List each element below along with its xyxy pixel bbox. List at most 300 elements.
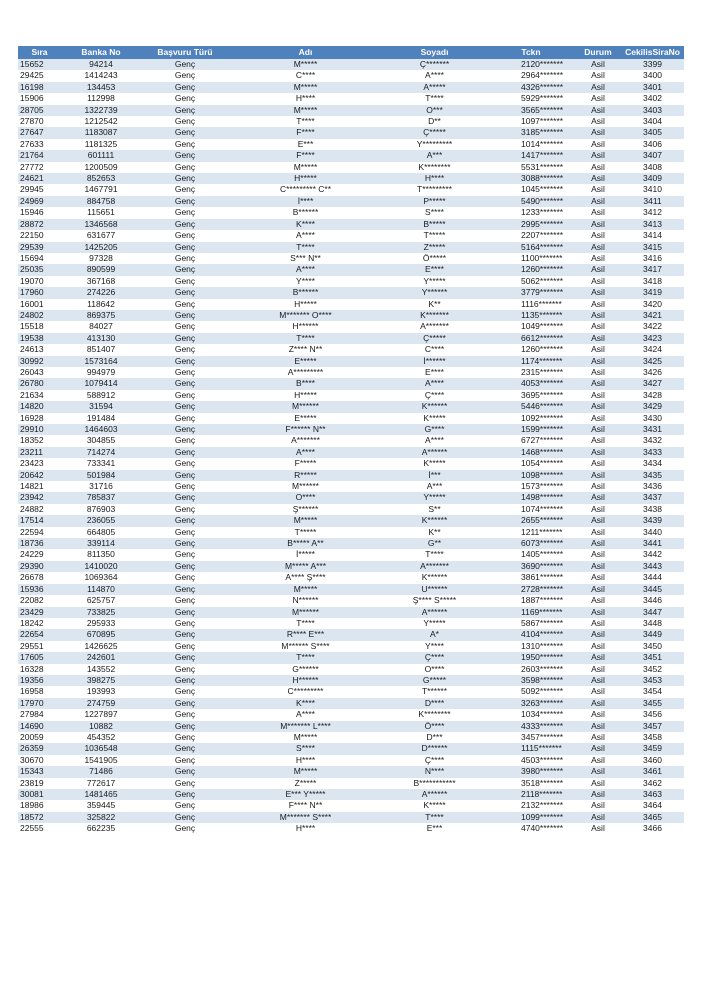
cell-banka-no: 1036548 bbox=[61, 743, 141, 754]
cell-soyadi: B***** bbox=[382, 219, 487, 230]
column-header-durum: Durum bbox=[575, 46, 621, 59]
cell-basvuru-turu: Genç bbox=[141, 435, 229, 446]
cell-banka-no: 631677 bbox=[61, 230, 141, 241]
table-row bbox=[18, 755, 684, 766]
cell-soyadi: Ö**** bbox=[382, 721, 487, 732]
cell-basvuru-turu: Genç bbox=[141, 116, 229, 127]
cell-adi: Y**** bbox=[229, 276, 382, 287]
cell-basvuru-turu: Genç bbox=[141, 367, 229, 378]
cell-basvuru-turu: Genç bbox=[141, 207, 229, 218]
cell-soyadi: K** bbox=[382, 527, 487, 538]
cell-sira: 27647 bbox=[18, 127, 61, 138]
cell-adi: M***** bbox=[229, 584, 382, 595]
cell-soyadi: T********* bbox=[382, 184, 487, 195]
cell-cekilis-sira-no: 3420 bbox=[621, 299, 684, 310]
table-row bbox=[18, 721, 684, 732]
cell-sira: 24802 bbox=[18, 310, 61, 321]
cell-adi: E*** bbox=[229, 139, 382, 150]
cell-tckn: 2964******* bbox=[487, 70, 575, 81]
cell-tckn: 3457******* bbox=[487, 732, 575, 743]
cell-adi: S**** bbox=[229, 743, 382, 754]
cell-tckn: 2315******* bbox=[487, 367, 575, 378]
cell-tckn: 1074******* bbox=[487, 504, 575, 515]
cell-banka-no: 71486 bbox=[61, 766, 141, 777]
cell-durum: Asil bbox=[575, 310, 621, 321]
cell-sira: 23819 bbox=[18, 778, 61, 789]
cell-soyadi: İ*** bbox=[382, 470, 487, 481]
cell-durum: Asil bbox=[575, 629, 621, 640]
cell-tckn: 3861******* bbox=[487, 572, 575, 583]
cell-tckn: 1099******* bbox=[487, 812, 575, 823]
cell-tckn: 1100******* bbox=[487, 253, 575, 264]
cell-durum: Asil bbox=[575, 755, 621, 766]
cell-durum: Asil bbox=[575, 401, 621, 412]
cell-soyadi: K****** bbox=[382, 401, 487, 412]
cell-durum: Asil bbox=[575, 778, 621, 789]
cell-banka-no: 97328 bbox=[61, 253, 141, 264]
cell-basvuru-turu: Genç bbox=[141, 413, 229, 424]
cell-adi: A**** bbox=[229, 709, 382, 720]
cell-sira: 15518 bbox=[18, 321, 61, 332]
cell-durum: Asil bbox=[575, 721, 621, 732]
table-row bbox=[18, 595, 684, 606]
cell-basvuru-turu: Genç bbox=[141, 470, 229, 481]
cell-adi: T**** bbox=[229, 116, 382, 127]
cell-basvuru-turu: Genç bbox=[141, 310, 229, 321]
cell-tckn: 6727******* bbox=[487, 435, 575, 446]
cell-cekilis-sira-no: 3438 bbox=[621, 504, 684, 515]
cell-sira: 27870 bbox=[18, 116, 61, 127]
cell-adi: M***** bbox=[229, 162, 382, 173]
cell-basvuru-turu: Genç bbox=[141, 766, 229, 777]
cell-adi: M******* L**** bbox=[229, 721, 382, 732]
cell-banka-no: 31594 bbox=[61, 401, 141, 412]
cell-soyadi: A**** bbox=[382, 70, 487, 81]
cell-durum: Asil bbox=[575, 333, 621, 344]
cell-sira: 16328 bbox=[18, 664, 61, 675]
cell-cekilis-sira-no: 3431 bbox=[621, 424, 684, 435]
cell-durum: Asil bbox=[575, 230, 621, 241]
cell-sira: 24621 bbox=[18, 173, 61, 184]
table-row bbox=[18, 458, 684, 469]
cell-adi: C********* C** bbox=[229, 184, 382, 195]
cell-soyadi: Ş**** S***** bbox=[382, 595, 487, 606]
cell-sira: 23423 bbox=[18, 458, 61, 469]
cell-sira: 21634 bbox=[18, 390, 61, 401]
cell-cekilis-sira-no: 3429 bbox=[621, 401, 684, 412]
cell-cekilis-sira-no: 3459 bbox=[621, 743, 684, 754]
cell-tckn: 4503******* bbox=[487, 755, 575, 766]
cell-tckn: 1260******* bbox=[487, 344, 575, 355]
cell-soyadi: Ç**** bbox=[382, 390, 487, 401]
cell-sira: 30992 bbox=[18, 356, 61, 367]
cell-tckn: 1950******* bbox=[487, 652, 575, 663]
cell-basvuru-turu: Genç bbox=[141, 401, 229, 412]
cell-cekilis-sira-no: 3409 bbox=[621, 173, 684, 184]
cell-adi: Z**** N** bbox=[229, 344, 382, 355]
cell-adi: B***** A** bbox=[229, 538, 382, 549]
cell-durum: Asil bbox=[575, 812, 621, 823]
cell-soyadi: Ç***** bbox=[382, 333, 487, 344]
cell-basvuru-turu: Genç bbox=[141, 823, 229, 834]
cell-basvuru-turu: Genç bbox=[141, 778, 229, 789]
cell-sira: 22555 bbox=[18, 823, 61, 834]
cell-soyadi: E**** bbox=[382, 367, 487, 378]
cell-soyadi: T****** bbox=[382, 686, 487, 697]
table-row bbox=[18, 561, 684, 572]
cell-basvuru-turu: Genç bbox=[141, 812, 229, 823]
cell-adi: T***** bbox=[229, 527, 382, 538]
cell-cekilis-sira-no: 3400 bbox=[621, 70, 684, 81]
cell-cekilis-sira-no: 3406 bbox=[621, 139, 684, 150]
cell-banka-no: 115651 bbox=[61, 207, 141, 218]
cell-soyadi: S**** bbox=[382, 207, 487, 218]
cell-tckn: 1097******* bbox=[487, 116, 575, 127]
cell-adi: T**** bbox=[229, 618, 382, 629]
cell-sira: 23942 bbox=[18, 492, 61, 503]
table-row bbox=[18, 424, 684, 435]
table-row bbox=[18, 276, 684, 287]
cell-cekilis-sira-no: 3426 bbox=[621, 367, 684, 378]
cell-adi: C********* bbox=[229, 686, 382, 697]
table-row bbox=[18, 139, 684, 150]
cell-basvuru-turu: Genç bbox=[141, 641, 229, 652]
table-row bbox=[18, 584, 684, 595]
cell-adi: A**** bbox=[229, 447, 382, 458]
cell-durum: Asil bbox=[575, 458, 621, 469]
cell-sira: 22082 bbox=[18, 595, 61, 606]
cell-banka-no: 785837 bbox=[61, 492, 141, 503]
cell-soyadi: A*** bbox=[382, 150, 487, 161]
cell-durum: Asil bbox=[575, 390, 621, 401]
results-table-container bbox=[18, 46, 684, 835]
cell-sira: 28705 bbox=[18, 105, 61, 116]
cell-durum: Asil bbox=[575, 743, 621, 754]
table-row bbox=[18, 310, 684, 321]
table-row bbox=[18, 196, 684, 207]
cell-sira: 18736 bbox=[18, 538, 61, 549]
cell-banka-no: 295933 bbox=[61, 618, 141, 629]
cell-tckn: 1599******* bbox=[487, 424, 575, 435]
cell-basvuru-turu: Genç bbox=[141, 230, 229, 241]
cell-durum: Asil bbox=[575, 207, 621, 218]
cell-adi: M***** bbox=[229, 766, 382, 777]
cell-cekilis-sira-no: 3410 bbox=[621, 184, 684, 195]
cell-adi: İ**** bbox=[229, 196, 382, 207]
cell-soyadi: A***** bbox=[382, 82, 487, 93]
cell-cekilis-sira-no: 3451 bbox=[621, 652, 684, 663]
cell-adi: E*** Y***** bbox=[229, 789, 382, 800]
cell-cekilis-sira-no: 3423 bbox=[621, 333, 684, 344]
cell-banka-no: 601111 bbox=[61, 150, 141, 161]
cell-basvuru-turu: Genç bbox=[141, 504, 229, 515]
cell-basvuru-turu: Genç bbox=[141, 652, 229, 663]
cell-sira: 29910 bbox=[18, 424, 61, 435]
cell-banka-no: 1322739 bbox=[61, 105, 141, 116]
cell-banka-no: 852653 bbox=[61, 173, 141, 184]
table-body bbox=[18, 59, 684, 835]
cell-sira: 23211 bbox=[18, 447, 61, 458]
cell-banka-no: 274226 bbox=[61, 287, 141, 298]
table-row bbox=[18, 538, 684, 549]
cell-banka-no: 625757 bbox=[61, 595, 141, 606]
cell-adi: K**** bbox=[229, 698, 382, 709]
cell-tckn: 1115******* bbox=[487, 743, 575, 754]
cell-adi: E***** bbox=[229, 356, 382, 367]
cell-sira: 17970 bbox=[18, 698, 61, 709]
cell-basvuru-turu: Genç bbox=[141, 173, 229, 184]
cell-banka-no: 670895 bbox=[61, 629, 141, 640]
cell-adi: A********* bbox=[229, 367, 382, 378]
cell-soyadi: Ç***** bbox=[382, 127, 487, 138]
cell-adi: F**** N** bbox=[229, 800, 382, 811]
cell-cekilis-sira-no: 3450 bbox=[621, 641, 684, 652]
cell-tckn: 1233******* bbox=[487, 207, 575, 218]
cell-durum: Asil bbox=[575, 139, 621, 150]
cell-cekilis-sira-no: 3466 bbox=[621, 823, 684, 834]
cell-cekilis-sira-no: 3448 bbox=[621, 618, 684, 629]
cell-basvuru-turu: Genç bbox=[141, 686, 229, 697]
cell-cekilis-sira-no: 3456 bbox=[621, 709, 684, 720]
cell-cekilis-sira-no: 3416 bbox=[621, 253, 684, 264]
cell-soyadi: D**** bbox=[382, 698, 487, 709]
cell-tckn: 1054******* bbox=[487, 458, 575, 469]
cell-sira: 26678 bbox=[18, 572, 61, 583]
cell-cekilis-sira-no: 3444 bbox=[621, 572, 684, 583]
cell-tckn: 1116******* bbox=[487, 299, 575, 310]
table-row bbox=[18, 629, 684, 640]
cell-cekilis-sira-no: 3411 bbox=[621, 196, 684, 207]
cell-basvuru-turu: Genç bbox=[141, 732, 229, 743]
cell-durum: Asil bbox=[575, 766, 621, 777]
cell-sira: 24882 bbox=[18, 504, 61, 515]
cell-tckn: 3598******* bbox=[487, 675, 575, 686]
cell-basvuru-turu: Genç bbox=[141, 219, 229, 230]
cell-adi: M****** bbox=[229, 481, 382, 492]
cell-soyadi: T**** bbox=[382, 549, 487, 560]
table-row bbox=[18, 492, 684, 503]
cell-sira: 23429 bbox=[18, 607, 61, 618]
cell-basvuru-turu: Genç bbox=[141, 105, 229, 116]
column-header-basvuru-turu: Başvuru Türü bbox=[141, 46, 229, 59]
cell-adi: O**** bbox=[229, 492, 382, 503]
cell-adi: F**** bbox=[229, 150, 382, 161]
cell-cekilis-sira-no: 3419 bbox=[621, 287, 684, 298]
cell-soyadi: A* bbox=[382, 629, 487, 640]
cell-basvuru-turu: Genç bbox=[141, 356, 229, 367]
cell-adi: M****** bbox=[229, 607, 382, 618]
cell-tckn: 2120******* bbox=[487, 59, 575, 70]
cell-soyadi: Y****** bbox=[382, 287, 487, 298]
cell-soyadi: K***** bbox=[382, 800, 487, 811]
cell-soyadi: O**** bbox=[382, 664, 487, 675]
cell-durum: Asil bbox=[575, 93, 621, 104]
cell-basvuru-turu: Genç bbox=[141, 299, 229, 310]
cell-banka-no: 1346568 bbox=[61, 219, 141, 230]
cell-cekilis-sira-no: 3418 bbox=[621, 276, 684, 287]
cell-sira: 19070 bbox=[18, 276, 61, 287]
cell-durum: Asil bbox=[575, 242, 621, 253]
cell-cekilis-sira-no: 3402 bbox=[621, 93, 684, 104]
cell-banka-no: 193993 bbox=[61, 686, 141, 697]
cell-sira: 29945 bbox=[18, 184, 61, 195]
cell-durum: Asil bbox=[575, 344, 621, 355]
table-row bbox=[18, 401, 684, 412]
cell-cekilis-sira-no: 3447 bbox=[621, 607, 684, 618]
cell-soyadi: K******* bbox=[382, 310, 487, 321]
table-row bbox=[18, 184, 684, 195]
cell-sira: 27772 bbox=[18, 162, 61, 173]
cell-adi: S*** N** bbox=[229, 253, 382, 264]
cell-durum: Asil bbox=[575, 367, 621, 378]
cell-adi: T**** bbox=[229, 652, 382, 663]
cell-banka-no: 876903 bbox=[61, 504, 141, 515]
cell-basvuru-turu: Genç bbox=[141, 424, 229, 435]
cell-cekilis-sira-no: 3432 bbox=[621, 435, 684, 446]
table-row bbox=[18, 207, 684, 218]
cell-banka-no: 501984 bbox=[61, 470, 141, 481]
cell-cekilis-sira-no: 3461 bbox=[621, 766, 684, 777]
cell-cekilis-sira-no: 3428 bbox=[621, 390, 684, 401]
cell-tckn: 5531******* bbox=[487, 162, 575, 173]
cell-sira: 19356 bbox=[18, 675, 61, 686]
cell-banka-no: 1212542 bbox=[61, 116, 141, 127]
cell-sira: 14820 bbox=[18, 401, 61, 412]
table-row bbox=[18, 641, 684, 652]
cell-soyadi: Y********* bbox=[382, 139, 487, 150]
cell-sira: 29539 bbox=[18, 242, 61, 253]
cell-durum: Asil bbox=[575, 595, 621, 606]
cell-basvuru-turu: Genç bbox=[141, 698, 229, 709]
table-row bbox=[18, 321, 684, 332]
cell-soyadi: S** bbox=[382, 504, 487, 515]
cell-cekilis-sira-no: 3417 bbox=[621, 264, 684, 275]
cell-adi: İ***** bbox=[229, 549, 382, 560]
cell-durum: Asil bbox=[575, 641, 621, 652]
cell-tckn: 1260******* bbox=[487, 264, 575, 275]
cell-sira: 26780 bbox=[18, 378, 61, 389]
cell-adi: M***** bbox=[229, 59, 382, 70]
cell-cekilis-sira-no: 3422 bbox=[621, 321, 684, 332]
cell-durum: Asil bbox=[575, 572, 621, 583]
cell-adi: M***** bbox=[229, 82, 382, 93]
cell-soyadi: A****** bbox=[382, 607, 487, 618]
cell-banka-no: 84027 bbox=[61, 321, 141, 332]
cell-banka-no: 1181325 bbox=[61, 139, 141, 150]
cell-basvuru-turu: Genç bbox=[141, 196, 229, 207]
cell-durum: Asil bbox=[575, 584, 621, 595]
cell-basvuru-turu: Genç bbox=[141, 344, 229, 355]
cell-soyadi: K****** bbox=[382, 572, 487, 583]
cell-banka-no: 1464603 bbox=[61, 424, 141, 435]
cell-basvuru-turu: Genç bbox=[141, 515, 229, 526]
cell-tckn: 1049******* bbox=[487, 321, 575, 332]
cell-soyadi: T***** bbox=[382, 230, 487, 241]
cell-sira: 21764 bbox=[18, 150, 61, 161]
cell-adi: M***** bbox=[229, 515, 382, 526]
cell-banka-no: 112998 bbox=[61, 93, 141, 104]
cell-adi: F**** bbox=[229, 127, 382, 138]
cell-durum: Asil bbox=[575, 675, 621, 686]
cell-sira: 22594 bbox=[18, 527, 61, 538]
cell-soyadi: Ö***** bbox=[382, 253, 487, 264]
cell-basvuru-turu: Genç bbox=[141, 538, 229, 549]
cell-basvuru-turu: Genç bbox=[141, 800, 229, 811]
cell-basvuru-turu: Genç bbox=[141, 127, 229, 138]
cell-adi: H**** bbox=[229, 823, 382, 834]
cell-banka-no: 733825 bbox=[61, 607, 141, 618]
cell-durum: Asil bbox=[575, 561, 621, 572]
cell-banka-no: 1573164 bbox=[61, 356, 141, 367]
table-row bbox=[18, 333, 684, 344]
cell-durum: Asil bbox=[575, 698, 621, 709]
cell-banka-no: 1227897 bbox=[61, 709, 141, 720]
cell-adi: B**** bbox=[229, 378, 382, 389]
cell-tckn: 5164******* bbox=[487, 242, 575, 253]
cell-basvuru-turu: Genç bbox=[141, 184, 229, 195]
table-row bbox=[18, 230, 684, 241]
cell-sira: 15906 bbox=[18, 93, 61, 104]
cell-cekilis-sira-no: 3465 bbox=[621, 812, 684, 823]
cell-tckn: 1135******* bbox=[487, 310, 575, 321]
cell-tckn: 3695******* bbox=[487, 390, 575, 401]
cell-banka-no: 359445 bbox=[61, 800, 141, 811]
cell-banka-no: 339114 bbox=[61, 538, 141, 549]
column-header-tckn: Tckn bbox=[487, 46, 575, 59]
cell-basvuru-turu: Genç bbox=[141, 70, 229, 81]
cell-adi: R***** bbox=[229, 470, 382, 481]
cell-tckn: 2603******* bbox=[487, 664, 575, 675]
cell-basvuru-turu: Genç bbox=[141, 755, 229, 766]
cell-banka-no: 191484 bbox=[61, 413, 141, 424]
table-row bbox=[18, 287, 684, 298]
cell-banka-no: 733341 bbox=[61, 458, 141, 469]
cell-tckn: 1417******* bbox=[487, 150, 575, 161]
header-row bbox=[18, 46, 684, 59]
table-row bbox=[18, 698, 684, 709]
column-header-cekilis-sira-no: CekilisSiraNo bbox=[621, 46, 684, 59]
cell-tckn: 2132******* bbox=[487, 800, 575, 811]
table-row bbox=[18, 344, 684, 355]
cell-durum: Asil bbox=[575, 470, 621, 481]
cell-sira: 15694 bbox=[18, 253, 61, 264]
table-row bbox=[18, 470, 684, 481]
cell-soyadi: A**** bbox=[382, 378, 487, 389]
cell-banka-no: 10882 bbox=[61, 721, 141, 732]
table-row bbox=[18, 367, 684, 378]
cell-cekilis-sira-no: 3449 bbox=[621, 629, 684, 640]
table-row bbox=[18, 59, 684, 70]
table-row bbox=[18, 778, 684, 789]
cell-tckn: 5446******* bbox=[487, 401, 575, 412]
cell-soyadi: Y***** bbox=[382, 276, 487, 287]
cell-banka-no: 811350 bbox=[61, 549, 141, 560]
cell-soyadi: A**** bbox=[382, 435, 487, 446]
cell-adi: A**** Ş**** bbox=[229, 572, 382, 583]
cell-adi: A**** bbox=[229, 230, 382, 241]
cell-adi: M***** bbox=[229, 105, 382, 116]
table-row bbox=[18, 572, 684, 583]
cell-tckn: 1169******* bbox=[487, 607, 575, 618]
cell-durum: Asil bbox=[575, 709, 621, 720]
cell-adi: A******* bbox=[229, 435, 382, 446]
cell-cekilis-sira-no: 3407 bbox=[621, 150, 684, 161]
cell-sira: 19538 bbox=[18, 333, 61, 344]
cell-sira: 20059 bbox=[18, 732, 61, 743]
table-row bbox=[18, 766, 684, 777]
cell-banka-no: 1079414 bbox=[61, 378, 141, 389]
cell-basvuru-turu: Genç bbox=[141, 709, 229, 720]
